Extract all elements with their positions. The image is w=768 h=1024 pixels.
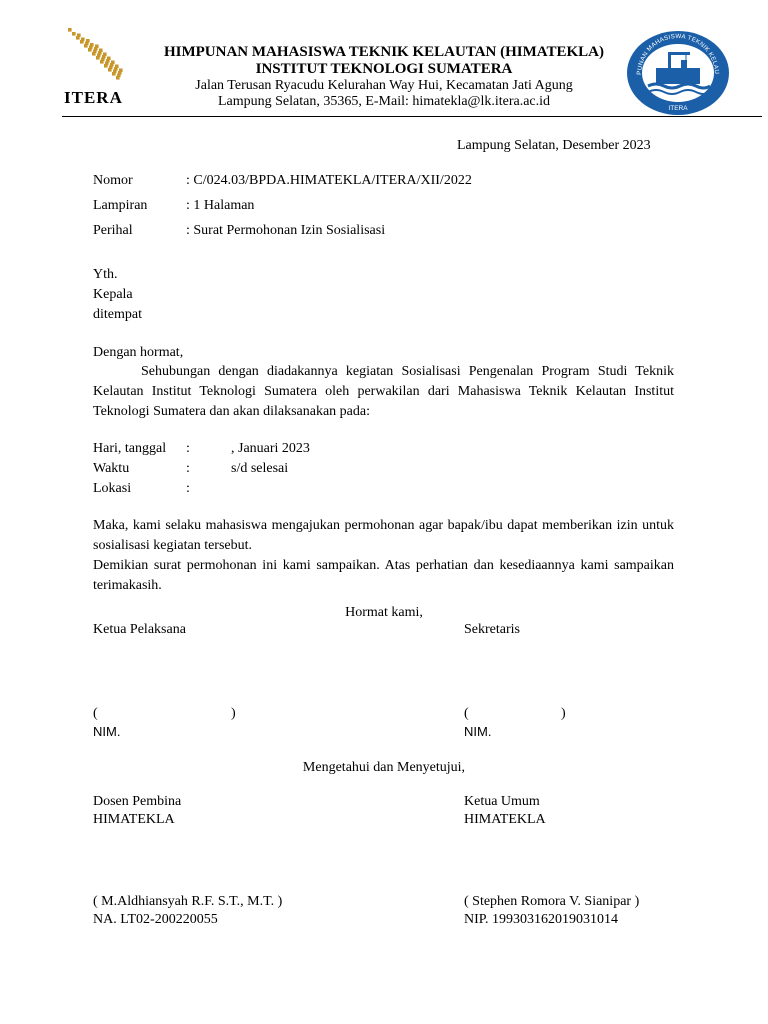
itera-logo-block [84,44,88,48]
recipient-title: Kepala [93,287,133,302]
nim-left: NIM. [93,724,121,739]
itera-logo-block [104,64,108,68]
itera-logo-block [100,60,104,64]
itera-logo-block [76,36,80,40]
place-date: Lampung Selatan, Desember 2023 [457,138,651,153]
event-date-label: Hari, tanggal [93,441,167,456]
itera-logo-block [80,40,84,44]
svg-text:ITERA: ITERA [668,105,688,112]
svg-text:HIMPUNAN MAHASISWA TEKNIK KELA: PUNAN MAHASISWA TEKNIK KELAU [635,32,721,76]
greeting: Dengan hormat, [93,345,184,360]
event-time-value: s/d selesai [231,461,289,476]
event-time-colon: : [186,461,190,476]
signature-paren-close-left: ) [231,706,236,721]
dosen-pembina-id: NA. LT02-200220055 [93,912,218,927]
signature-paren-close-right: ) [561,706,566,721]
itera-logo-block [72,32,76,36]
institute-title: INSTITUT TEKNOLOGI SUMATERA [255,61,513,77]
body-paragraph-2 [93,516,674,596]
dosen-pembina-org: HIMATEKLA [93,812,175,827]
event-date-value: , Januari 2023 [231,441,310,456]
perihal-value: : Surat Permohonan Izin Sosialisasi [186,223,386,238]
address-line-2: Lampung Selatan, 35365, E-Mail: himatekla@lk.itera.ac.id [217,94,551,109]
body-text-2: Maka, kami selaku mahasiswa mengajukan permohonan agar bapak/ibu dapat memberikan izin untuk sosialisasi kegiatan tersebut. [93,518,674,553]
body-paragraph-1 [93,362,674,422]
ketua-umum-id: NIP. 199303162019031014 [464,912,619,927]
recipient-place: ditempat [93,307,142,322]
recipient-yth: Yth. [93,267,118,282]
itera-logo-block [116,76,120,80]
lampiran-label: Lampiran [93,198,148,213]
org-title: HIMPUNAN MAHASISWA TEKNIK KELAUTAN (HIMATEKLA) [163,44,605,60]
header-divider [62,116,762,117]
nomor-value: : C/024.03/BPDA.HIMATEKLA/ITERA/XII/2022 [186,173,472,188]
perihal-label: Perihal [93,223,133,238]
ketua-umum-name: ( Stephen Romora V. Sianipar ) [464,894,640,909]
signature-paren-open-right: ( [464,706,469,721]
event-date-colon: : [186,441,190,456]
itera-logo-text: ITERA [64,88,123,107]
dosen-pembina-label: Dosen Pembina [93,794,182,809]
closing: Hormat kami, [345,605,423,620]
itera-logo-block [112,72,116,76]
ketua-umum-org: HIMATEKLA [464,812,546,827]
event-location-label: Lokasi [93,481,132,496]
nim-right: NIM. [464,724,492,739]
itera-logo-block [92,52,96,56]
address-line-1: Jalan Terusan Ryacudu Kelurahan Way Hui, Kecamatan Jati Agung [195,78,573,93]
body-text-3: Demikian surat permohonan ini kami sampaikan. Atas perhatian dan kesediaannya kami sampaikan terimakasih. [93,558,674,593]
itera-logo-block [96,56,100,60]
lampiran-value: : 1 Halaman [186,198,255,213]
himatekla-logo [626,30,730,116]
ketua-pelaksana-label: Ketua Pelaksana [93,622,186,637]
event-time-label: Waktu [93,461,130,476]
sekretaris-label: Sekretaris [464,622,520,637]
ketua-umum-label: Ketua Umum [464,794,540,809]
dosen-pembina-name: ( M.Aldhiansyah R.F. S.T., M.T. ) [93,894,283,909]
body-text-1: Sehubungan dengan diadakannya kegiatan Sosialisasi Pengenalan Program Studi Teknik Kelautan Institut Teknologi Sumatera oleh perwakilan dari Mahasiswa Teknik Kelautan Institut Teknologi Sumatera dan akan dilaksanakan pada: [93,364,674,419]
signature-paren-open-left: ( [93,706,98,721]
itera-logo-block [68,28,72,32]
itera-logo-block [88,48,92,52]
himatekla-emblem [626,30,730,116]
itera-logo-block [108,68,112,72]
event-location-colon: : [186,481,190,496]
approval-line: Mengetahui dan Menyetujui, [302,760,466,775]
itera-logo [60,26,138,110]
nomor-label: Nomor [93,173,133,188]
